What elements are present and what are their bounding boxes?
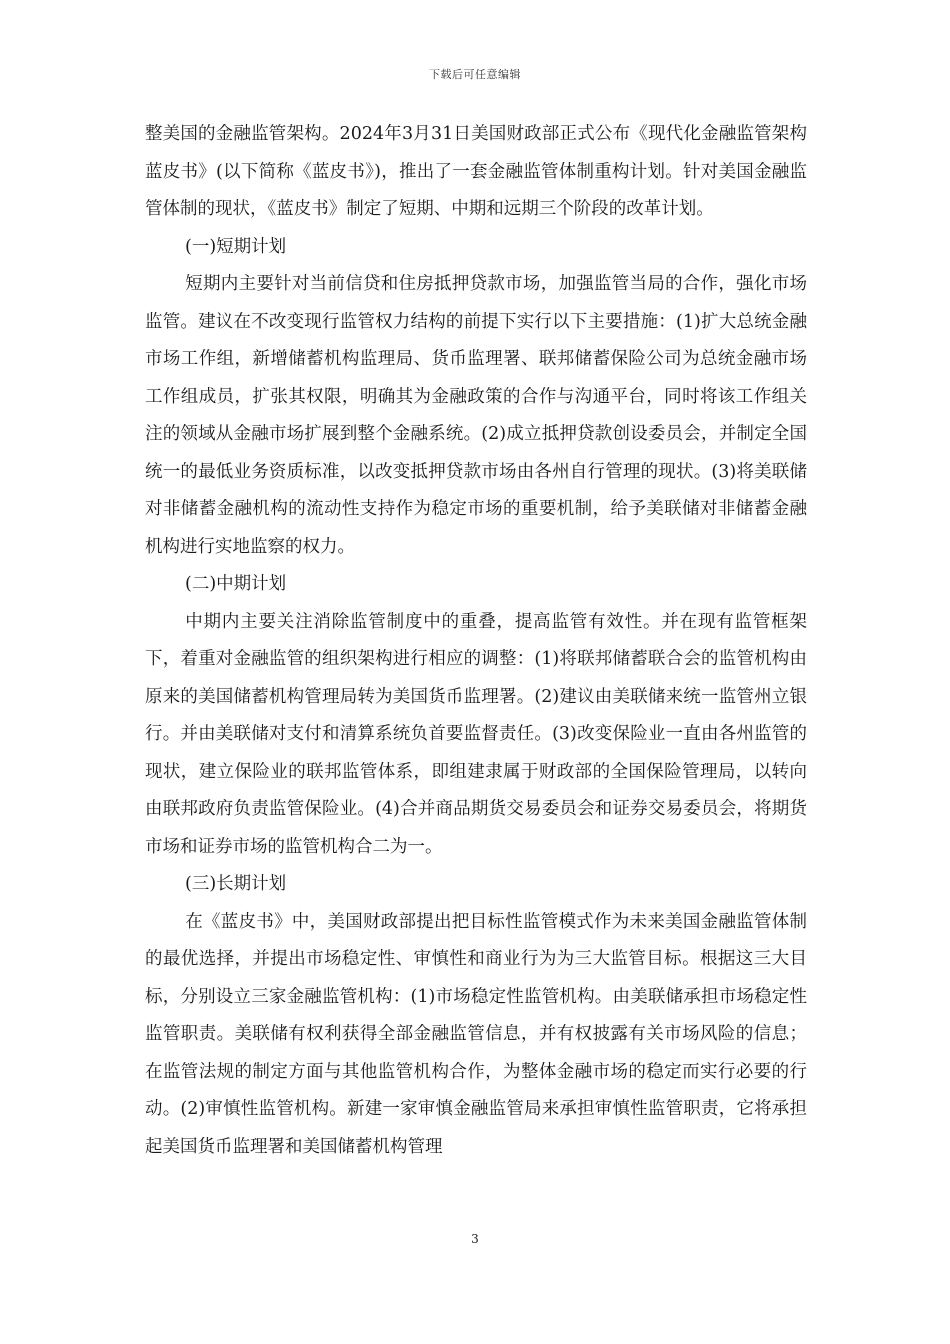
document-body — [145, 116, 807, 1166]
paragraph-short-term: 短期内主要针对当前信贷和住房抵押贷款市场，加强监管当局的合作，强化市场监管。建议在不改变现行监管权力结构的前提下实行以下主要措施：(1)扩大总统金融市场工作组，新增储蓄机构监理局、货币监理署、联邦储蓄保险公司为总统金融市场工作组成员，扩张其权限，明确其为金融政策的合作与沟通平台，同时将该工作组关注的领域从金融市场扩展到整个金融系统。(2)成立抵押贷款创设委员会，并制定全国统一的最低业务资质标准，以改变抵押贷款市场由各州自行管理的现状。(3)将美联储对非储蓄金融机构的流动性支持作为稳定市场的重要机制，给予美联储对非储蓄金融机构进行实地监察的权力。 — [145, 274, 807, 557]
paragraph-mid-term: 中期内主要关注消除监管制度中的重叠，提高监管有效性。并在现有监管框架下，着重对金融监管的组织架构进行相应的调整：(1)将联邦储蓄联合会的监管机构由原来的美国储蓄机构管理局转为美国货币监理署。(2)建议由美联储来统一监管州立银行。并由美联储对支付和清算系统负首要监督责任。(3)改变保险业一直由各州监管的现状，建立保险业的联邦监管体系，即组建隶属于财政部的全国保险管理局，以转向由联邦政府负责监管保险业。(4)合并商品期货交易委员会和证券交易委员会，将期货市场和证券市场的监管机构合二为一。 — [145, 611, 807, 857]
section-heading-long-term: (三)长期计划 — [185, 874, 287, 894]
paragraph-intro: 整美国的金融监管架构。2024年3月31日美国财政部正式公布《现代化金融监管架构蓝皮书》(以下简称《蓝皮书》)，推出了一套金融监管体制重构计划。针对美国金融监管体制的现状，《蓝皮书》制定了短期、中期和远期三个阶段的改革计划。 — [145, 124, 807, 219]
section-heading-mid-term: (二)中期计划 — [185, 574, 287, 594]
page-number: 3 — [471, 1232, 479, 1246]
section-heading-short-term: (一)短期计划 — [185, 236, 287, 257]
page-header: 下载后可任意编辑 — [429, 68, 521, 81]
paragraph-long-term: 在《蓝皮书》中，美国财政部提出把目标性监管模式作为未来美国金融监管体制的最优选择，并提出市场稳定性、审慎性和商业行为为三大监管目标。根据这三大目标，分别设立三家金融监管机构：(1)市场稳定性监管机构。由美联储承担市场稳定性监管职责。美联储有权利获得全部金融监管信息，并有权披露有关市场风险的信息；在监管法规的制定方面与其他监管机构合作，为整体金融市场的稳定而实行必要的行动。(2)审慎性监管机构。新建一家审慎金融监管局来承担审慎性监管职责，它将承担起美国货币监理署和美国储蓄机构管理 — [145, 911, 807, 1157]
